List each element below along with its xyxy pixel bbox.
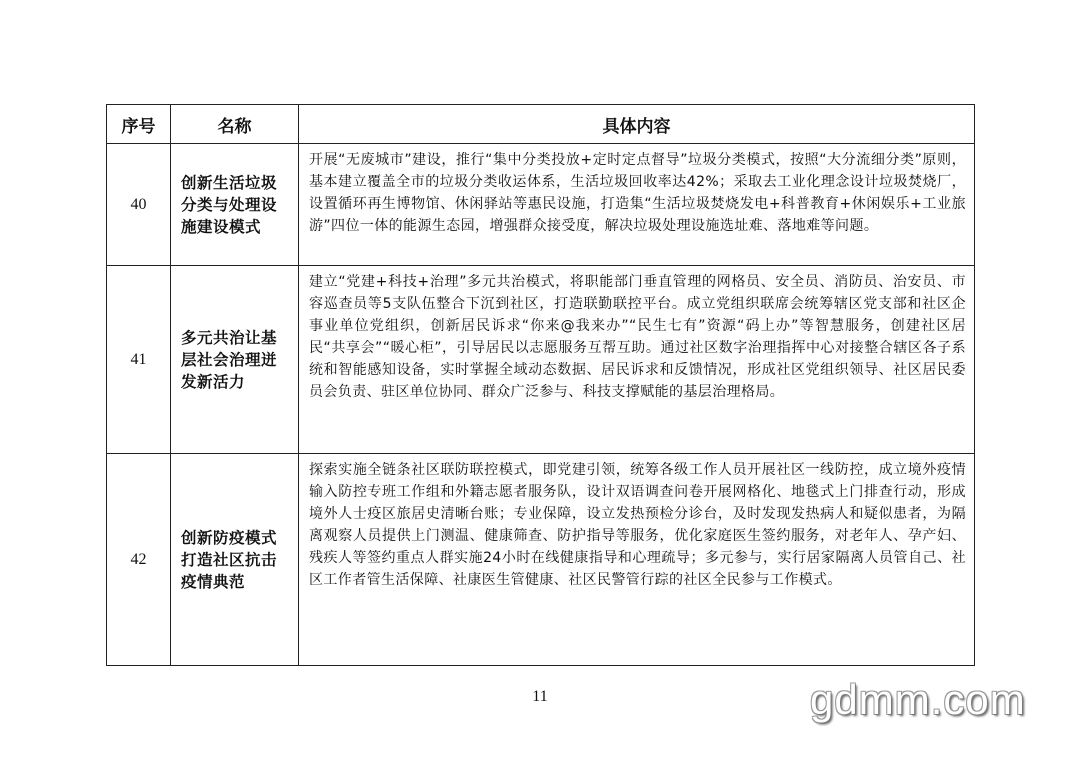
content-table [106,104,975,666]
page-number: 11 [532,688,548,705]
row-content: 开展“无废城市”建设，推行“集中分类投放+定时定点督导”垃圾分类模式，按照“大分流细分类”原则，基本建立覆盖全市的垃圾分类收运体系，生活垃圾回收率达42%；采取去工业化理念设计垃圾焚烧厂，设置循环再生博物馆、休闲驿站等惠民设施，打造集“生活垃圾焚烧发电+科普教育+休闲娱乐+工业旅游”四位一体的能源生态园，增强群众接受度，解决垃圾处理设施选址难、落地难等问题。 [299,144,975,266]
table-row [107,266,975,454]
header-name: 名称 [171,105,299,144]
row-name: 创新生活垃圾分类与处理设施建设模式 [171,144,299,266]
table-header-row [107,105,975,144]
row-number: 41 [107,266,171,454]
header-number: 序号 [107,105,171,144]
row-content: 建立“党建+科技+治理”多元共治模式，将职能部门垂直管理的网格员、安全员、消防员、治安员、市容巡查员等5支队伍整合下沉到社区，打造联勤联控平台。成立党组织联席会统筹辖区党支部和社区企事业单位党组织，创新居民诉求“你来@我来办”“民生七有”资源“码上办”等智慧服务，创建社区居民“共享会”“暖心柜”，引导居民以志愿服务互帮互助。通过社区数字治理指挥中心对接整合辖区各子系统和智能感知设备，实时掌握全域动态数据、居民诉求和反馈情况，形成社区党组织领导、社区居民委员会负责、驻区单位协同、群众广泛参与、科技支撑赋能的基层治理格局。 [299,266,975,454]
header-content: 具体内容 [299,105,975,144]
row-number: 40 [107,144,171,266]
table-row [107,454,975,666]
row-content: 探索实施全链条社区联防联控模式，即党建引领，统筹各级工作人员开展社区一线防控，成立境外疫情输入防控专班工作组和外籍志愿者服务队，设计双语调查问卷开展网格化、地毯式上门排查行动，形成境外人士疫区旅居史清晰台账；专业保障，设立发热预检分诊台，及时发现发热病人和疑似患者，为隔离观察人员提供上门测温、健康筛查、防护指导等服务，优化家庭医生签约服务，对老年人、孕产妇、残疾人等签约重点人群实施24小时在线健康指导和心理疏导；多元参与，实行居家隔离人员管自己、社区工作者管生活保障、社康医生管健康、社区民警管行踪的社区全民参与工作模式。 [299,454,975,666]
table-row [107,144,975,266]
row-name: 多元共治让基层社会治理迸发新活力 [171,266,299,454]
row-name: 创新防疫模式打造社区抗击疫情典范 [171,454,299,666]
row-number: 42 [107,454,171,666]
watermark-logo: gdmm.com [810,676,1026,723]
